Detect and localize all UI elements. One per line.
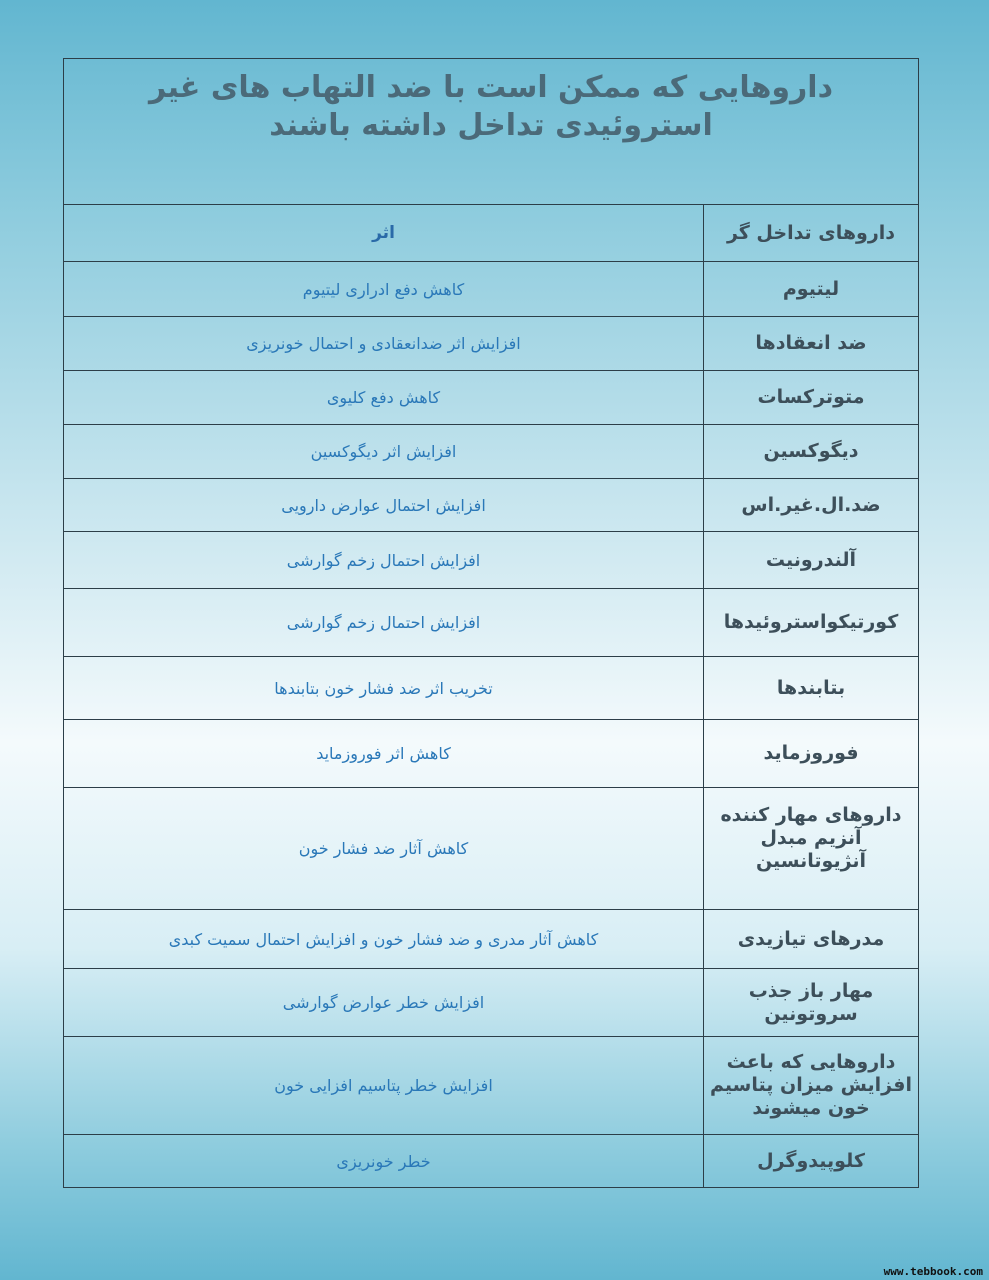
effect-cell: افزایش اثر ضدانعقادی و احتمال خونریزی — [246, 334, 521, 353]
table-row — [64, 425, 918, 479]
table-row — [64, 720, 918, 788]
drug-cell: دیگوکسین — [703, 425, 918, 478]
drug-cell: داروهای مهار کننده آنزیم مبدل آنژیوتانسین — [703, 788, 918, 909]
table-row — [64, 1037, 918, 1135]
effect-cell: کاهش آثار مدری و ضد فشار خون و افزایش احتمال سمیت کبدی — [168, 929, 599, 949]
table-header-row — [64, 205, 918, 262]
drug-cell: ضد انعقادها — [703, 317, 918, 370]
header-effect: اثر — [372, 223, 395, 243]
table-row — [64, 262, 918, 317]
interaction-table — [63, 58, 919, 1188]
effect-cell: افزایش احتمال عوارض دارویی — [281, 495, 486, 515]
header-drug: داروهای تداخل گر — [703, 205, 918, 261]
drug-cell: متوترکسات — [703, 371, 918, 424]
table-row — [64, 532, 918, 589]
drug-cell: کلوپیدوگرل — [703, 1135, 918, 1187]
table-row — [64, 589, 918, 657]
drug-cell: داروهایی که باعث افزایش میزان پتاسیم خون میشوند — [703, 1037, 918, 1134]
drug-cell: کورتیکواستروئیدها — [703, 589, 918, 656]
effect-cell: افزایش خطر پتاسیم افزایی خون — [274, 1076, 493, 1095]
drug-cell: مهار باز جذب سروتونین — [703, 969, 918, 1036]
drug-cell: فوروزماید — [703, 720, 918, 787]
drug-cell: مدرهای تیازیدی — [703, 910, 918, 968]
watermark: www.tebbook.com — [883, 1265, 983, 1278]
drug-cell: ضد.ال.غیر.اس — [703, 479, 918, 531]
effect-cell: افزایش احتمال زخم گوارشی — [286, 613, 481, 632]
effect-cell: تخریب اثر ضد فشار خون بتابندها — [274, 678, 493, 698]
table-row — [64, 788, 918, 910]
drug-cell: بتابندها — [703, 657, 918, 719]
effect-cell: افزایش احتمال زخم گوارشی — [286, 550, 481, 570]
table-row — [64, 371, 918, 425]
drug-cell: لیتیوم — [703, 262, 918, 316]
table-row — [64, 317, 918, 371]
effect-cell: افزایش خطر عوارض گوارشی — [282, 993, 485, 1012]
table-row — [64, 910, 918, 969]
table-title-cell — [64, 59, 918, 205]
table-row — [64, 657, 918, 720]
drug-cell: آلندرونیت — [703, 532, 918, 588]
table-row — [64, 479, 918, 532]
effect-cell: افزایش اثر دیگوکسین — [310, 442, 457, 461]
effect-cell: کاهش اثر فوروزماید — [316, 744, 451, 763]
effect-cell: کاهش آثار ضد فشار خون — [298, 839, 469, 858]
effect-cell: خطر خونریزی — [336, 1151, 431, 1171]
effect-cell: کاهش دفع ادراری لیتیوم — [302, 279, 465, 299]
table-row — [64, 969, 918, 1037]
table-title: داروهایی که ممکن است با ضد التهاب های غیر استروئیدی تداخل داشته باشند — [149, 70, 833, 143]
effect-cell: کاهش دفع کلیوی — [326, 388, 441, 407]
table-row — [64, 1135, 918, 1187]
